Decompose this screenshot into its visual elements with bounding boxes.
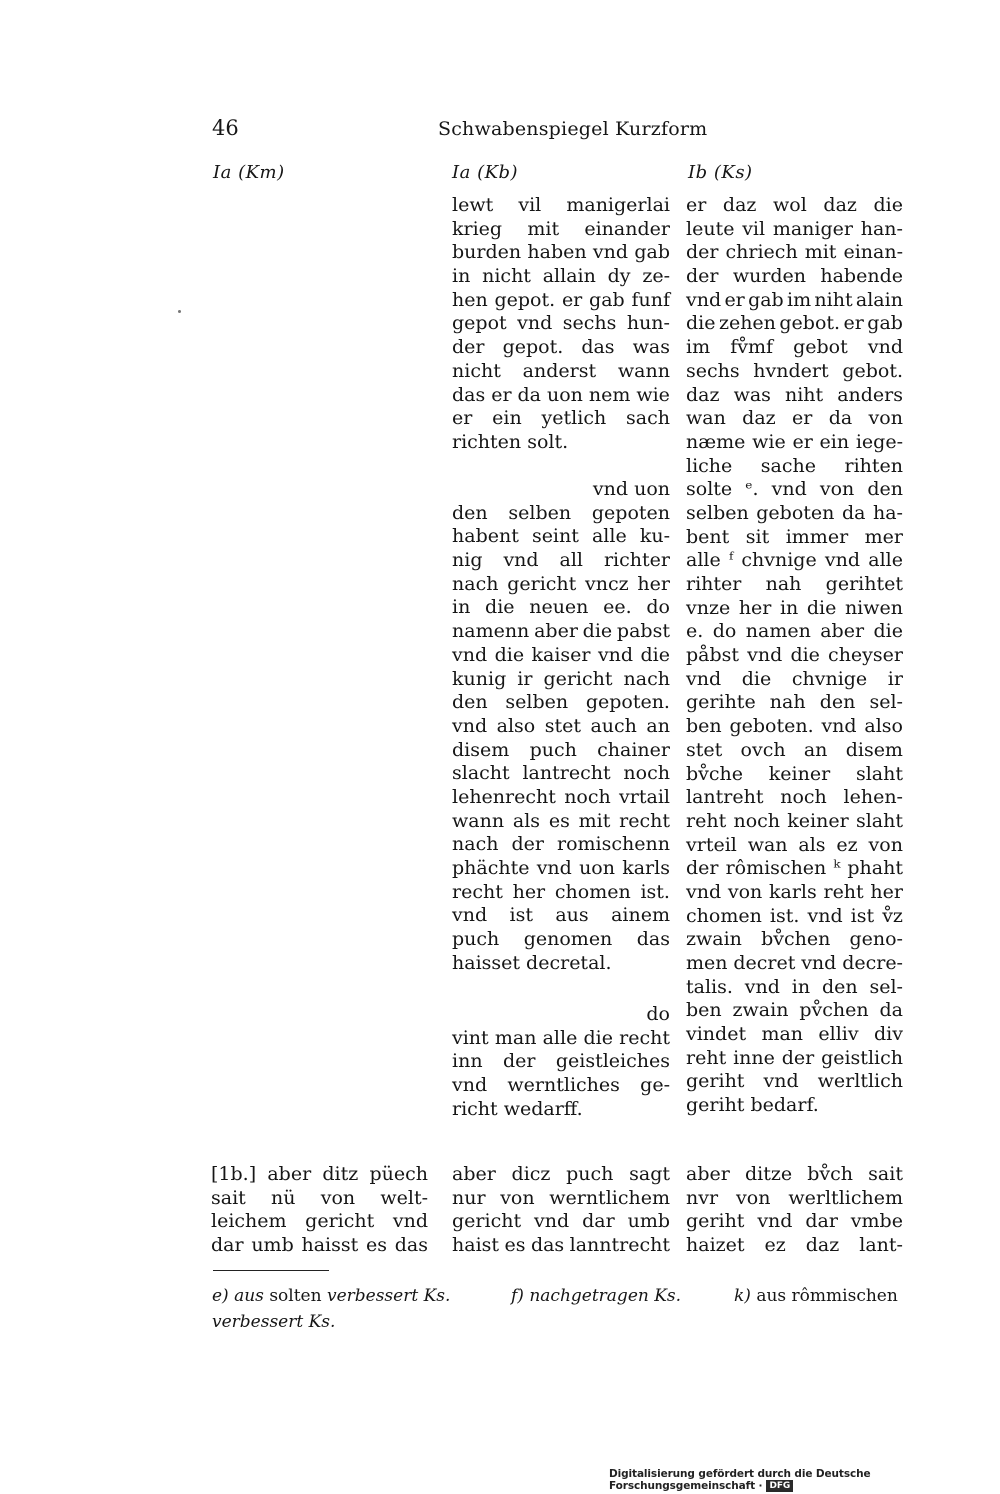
footnote-e-rest: verbessert Ks. <box>326 1286 451 1306</box>
text-line: in die neuen ee. do <box>452 596 670 619</box>
dfg-logo: DFG <box>766 1480 793 1492</box>
text-line: reht inne der geistlich <box>686 1046 903 1069</box>
text-line: vnd werntliches ge- <box>452 1074 670 1097</box>
text-line: nvr von werltlichem <box>686 1186 903 1209</box>
kb-block-4 <box>452 1163 670 1258</box>
text-line: zwain bv̊chen geno- <box>686 928 903 951</box>
kb-block-3 <box>452 1003 670 1121</box>
footnote-f-text: nachgetragen Ks. <box>529 1286 682 1306</box>
text-line: alle ᶠ chvnige vnd alle <box>686 549 903 572</box>
text-line: krieg mit einander <box>452 217 670 240</box>
text-line: liche sache rihten <box>686 454 903 477</box>
text-line: lehenrecht noch vrtail <box>452 785 670 808</box>
text-line: lewt vil manigerlai <box>452 194 670 216</box>
text-line: vnd also stet auch an <box>452 714 670 737</box>
text-line: reht noch keiner slaht <box>686 809 903 832</box>
text-line: nach gericht vncz her <box>452 572 670 595</box>
text-line: disem puch chainer <box>452 738 670 761</box>
text-line: geriht vnd werltlich <box>686 1070 903 1093</box>
text-line: selben geboten da ha- <box>686 501 903 524</box>
text-line: slacht lantrecht noch <box>452 762 670 785</box>
text-line: nach der romischenn <box>452 833 670 856</box>
text-line: vnd er gab im niht alain <box>686 288 903 311</box>
text-line: næme wie er ein iege- <box>686 430 903 453</box>
text-line: der gepot. das was <box>452 336 670 359</box>
text-line: geriht bedarf. <box>686 1094 819 1117</box>
text-line: hen gepot. er gab funf <box>452 288 670 311</box>
kb-block-2 <box>452 478 670 975</box>
text-line: puch genomen das <box>452 928 670 951</box>
text-line: vnd die kaiser vnd die <box>452 643 670 666</box>
text-line: haizet ez daz lant- <box>686 1234 903 1257</box>
text-line: e. do namen aber die <box>686 620 903 643</box>
text-line: sechs hvndert gebot. <box>686 359 903 382</box>
kb-block-1 <box>452 194 670 455</box>
column-heading-ks: Ib (Ks) <box>688 162 753 183</box>
text-line: kunig ir gericht nach <box>452 667 670 690</box>
text-line: er ein yetlich sach <box>452 407 670 430</box>
text-line: richt wedarff. <box>452 1097 583 1120</box>
footnote-k-continuation: verbessert Ks. <box>212 1312 336 1332</box>
text-line: gepot vnd sechs hun- <box>452 312 670 335</box>
text-line: haist es das lanntrecht <box>452 1234 670 1257</box>
text-line: wann als es mit recht <box>452 809 670 832</box>
column-heading-kb: Ia (Kb) <box>452 162 519 183</box>
text-line: [1b.] aber ditz püech <box>211 1163 428 1185</box>
text-line: inn der geistleiches <box>452 1050 670 1073</box>
text-line: vnd uon <box>592 478 670 500</box>
text-line: er daz wol daz die <box>686 194 903 216</box>
text-line: sait nü von welt- <box>211 1186 428 1209</box>
text-line: burden haben vnd gab <box>452 241 670 264</box>
footnote-k-text: aus rômmischen <box>756 1286 898 1306</box>
text-line: leute vil maniger han- <box>686 217 903 240</box>
funding-credit-text: Digitalisierung gefördert durch die Deutsche Forschungsgemeinschaft · <box>609 1468 871 1492</box>
footnote-e-label: e) aus <box>212 1286 264 1306</box>
footnote-k <box>734 1286 898 1306</box>
page-number: 46 <box>212 116 239 140</box>
text-line: aber ditze bv̊ch sait <box>686 1163 903 1185</box>
text-line: den selben gepoten. <box>452 691 670 714</box>
text-line: vint man alle die recht <box>452 1026 670 1049</box>
text-line: vnze her in die niwen <box>686 596 903 619</box>
text-line: vnd ist aus ainem <box>452 904 670 927</box>
text-line: chomen ist. vnd ist v̊z <box>686 904 903 927</box>
text-line: die zehen gebot. er gab <box>686 312 903 335</box>
text-line: geriht vnd dar vmbe <box>686 1210 903 1233</box>
text-line: richten solt. <box>452 430 569 453</box>
text-line: in nicht allain dy ze- <box>452 265 670 288</box>
text-line: aber dicz puch sagt <box>452 1163 670 1185</box>
text-line: daz was niht anders <box>686 383 903 406</box>
text-line: wan daz er da von <box>686 407 903 430</box>
text-line: habent seint alle ku- <box>452 525 670 548</box>
text-line: do <box>646 1003 670 1025</box>
text-line: das er da uon nem wie <box>452 383 670 406</box>
text-line: lantreht noch lehen- <box>686 786 903 809</box>
km-block <box>211 1163 428 1258</box>
text-line: der rômischen ᵏ phaht <box>686 857 903 880</box>
text-line: im fv̊mf gebot vnd <box>686 336 903 359</box>
text-line: den selben gepoten <box>452 501 670 524</box>
footnote-e <box>212 1286 450 1306</box>
running-title: Schwabenspiegel Kurzform <box>438 118 708 140</box>
text-line: recht her chomen ist. <box>452 880 670 903</box>
footnote-e-word: solten <box>269 1286 322 1306</box>
footnote-k-label: k) <box>734 1286 751 1306</box>
text-line: nicht anderst wann <box>452 359 670 382</box>
text-line: namenn aber die pabst <box>452 620 670 643</box>
text-line: dar umb haisst es das <box>211 1234 428 1257</box>
text-line: ben zwain pv̊chen da <box>686 999 903 1022</box>
text-line: solte ᵉ. vnd von den <box>686 478 903 501</box>
scan-speck <box>178 310 181 313</box>
text-line: påbst vnd die cheyser <box>686 644 903 667</box>
text-line: der chriech mit einan- <box>686 241 903 264</box>
text-line: haisset decretal. <box>452 951 612 974</box>
text-line: men decret vnd decre- <box>686 952 903 974</box>
text-line: stet ovch an disem <box>686 738 903 761</box>
ks-block-2 <box>686 1163 903 1258</box>
text-line: leichem gericht vnd <box>211 1210 428 1233</box>
footnote-rule <box>213 1270 329 1271</box>
text-line: rihter nah gerihtet <box>686 573 903 595</box>
text-line: ben geboten. vnd also <box>686 715 903 738</box>
column-heading-km: Ia (Km) <box>213 162 285 183</box>
text-line: bent sit immer mer <box>686 525 903 548</box>
footnote-f-label: f) <box>511 1286 524 1306</box>
text-line: vrteil wan als ez von <box>686 833 903 856</box>
text-line: vindet man elliv div <box>686 1023 903 1046</box>
text-line: bv̊che keiner slaht <box>686 762 903 785</box>
text-line: gerihte nah den sel- <box>686 691 903 714</box>
text-line: talis. vnd in den sel- <box>686 975 903 998</box>
ks-block-1 <box>686 194 903 1118</box>
text-line: nig vnd all richter <box>452 549 670 572</box>
text-line: vnd von karls reht her <box>686 880 903 903</box>
text-line: gericht vnd dar umb <box>452 1210 670 1233</box>
text-line: phächte vnd uon karls <box>452 857 670 879</box>
text-line: vnd die chvnige ir <box>686 667 903 690</box>
text-line: nur von werntlichem <box>452 1186 670 1209</box>
funding-credit <box>609 1468 1000 1492</box>
text-line: der wurden habende <box>686 265 903 288</box>
footnote-f <box>511 1286 681 1306</box>
